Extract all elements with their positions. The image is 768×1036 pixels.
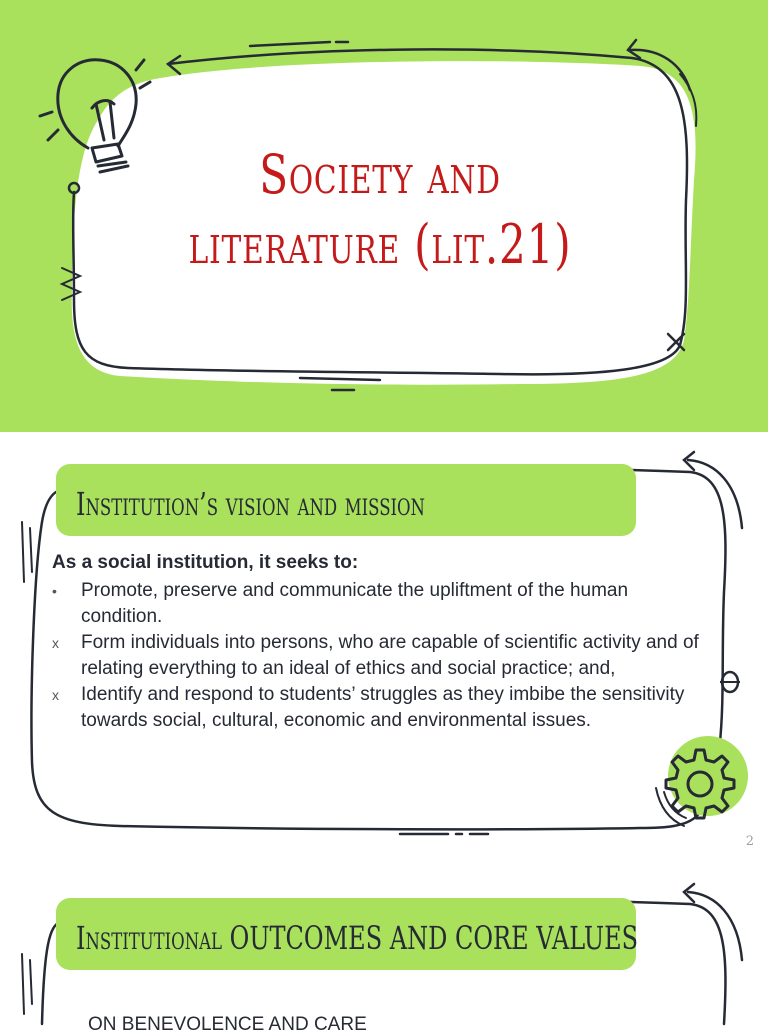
bullet-dot: •	[52, 583, 57, 599]
page-number: 2	[745, 834, 754, 849]
list-item	[52, 578, 712, 630]
list-item	[52, 682, 712, 734]
presentation-title	[177, 140, 583, 280]
lead-text: As a social institution, it seeks to:	[52, 552, 359, 573]
list-item	[52, 630, 712, 682]
vision-mission-slide	[0, 432, 768, 864]
bullet-x: x	[52, 635, 59, 651]
bullet-x: x	[52, 687, 59, 703]
section-subheading: ON BENEVOLENCE AND CARE	[88, 1014, 367, 1035]
title-line-2: literature (lit.21)	[188, 213, 572, 276]
slide-heading: Institutional OUTCOMES AND CORE VALUES	[76, 919, 639, 957]
title-slide	[0, 0, 768, 432]
outcomes-slide	[0, 864, 768, 1035]
list-item-text: Form individuals into persons, who are capable of scientific activity and of relating everything to an ideal of ethics and social practice; and,	[81, 632, 699, 679]
slide-heading: Institution’s vision and mission	[76, 485, 425, 523]
list-item-text: Promote, preserve and communicate the upliftment of the human condition.	[81, 580, 629, 627]
mission-list	[52, 578, 712, 734]
list-item-text: Identify and respond to students’ struggles as they imbibe the sensitivity towards social, cultural, economic and environmental issues.	[81, 684, 685, 731]
gear-icon	[656, 736, 748, 826]
title-line-1: Society and	[259, 143, 501, 206]
